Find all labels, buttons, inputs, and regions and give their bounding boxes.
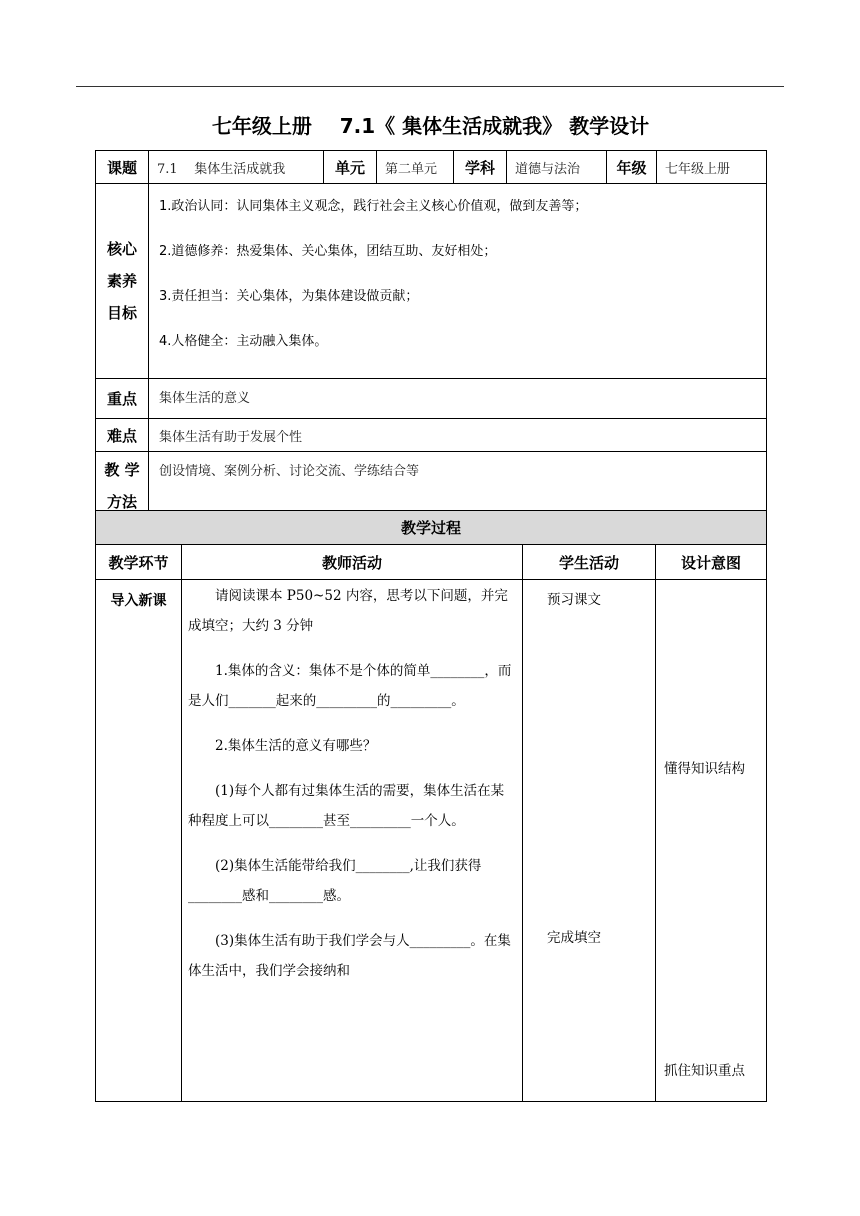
objectives-list <box>149 184 767 379</box>
unit-label: 单元 <box>324 151 377 184</box>
document-title: 七年级上册 7.1《 集体生活成就我》 教学设计 <box>211 114 650 138</box>
student-activity-item: 预习课文 <box>547 592 601 608</box>
topic-label: 课题 <box>96 151 149 184</box>
process-table <box>95 510 767 1102</box>
header-teacher-activity: 教师活动 <box>182 545 523 580</box>
teacher-paragraph: 1.集体的含义：集体不是个体的简单________，而是人们_______起来的_________的_________。 <box>188 663 512 709</box>
process-title: 教学过程 <box>96 511 767 545</box>
teacher-paragraph: (2)集体生活能带给我们________,让我们获得________感和________感。 <box>188 858 482 904</box>
key-point-value: 集体生活的意义 <box>149 379 767 419</box>
subject-label: 学科 <box>454 151 507 184</box>
header-student-activity: 学生活动 <box>523 545 656 580</box>
teacher-paragraph: 请阅读课本 P50~52 内容，思考以下问题，并完成填空；大约 3 分钟 <box>188 588 508 634</box>
header-design-intent: 设计意图 <box>656 545 767 580</box>
teacher-paragraph: (3)集体生活有助于我们学会与人_________。在集体生活中，我们学会接纳和 <box>188 933 511 979</box>
difficulty-label: 难点 <box>96 419 149 452</box>
objectives-label: 核心 素养 目标 <box>96 184 149 379</box>
method-label: 教 学 方法 <box>96 452 149 521</box>
lesson-info-table <box>95 150 767 521</box>
header-rule <box>76 86 784 87</box>
process-title-row <box>96 511 767 545</box>
objectives-row <box>96 184 767 379</box>
teacher-paragraph: 2.集体生活的意义有哪些？ <box>215 738 377 754</box>
design-intent <box>656 580 767 1102</box>
difficulty-value: 集体生活有助于发展个性 <box>149 419 767 452</box>
info-row <box>96 151 767 184</box>
objective-item: 1.政治认同：认同集体主义观念，践行社会主义核心价值观，做到友善等； <box>159 199 588 214</box>
grade-label: 年级 <box>607 151 657 184</box>
key-point-label: 重点 <box>96 379 149 419</box>
unit-value: 第二单元 <box>377 151 454 184</box>
process-header-row <box>96 545 767 580</box>
objective-item: 3.责任担当：关心集体，为集体建设做贡献； <box>159 289 419 304</box>
design-intent-item: 抓住知识重点 <box>664 1063 745 1079</box>
header-stage: 教学环节 <box>96 545 182 580</box>
grade-value: 七年级上册 <box>657 151 767 184</box>
topic-value: 7.1 集体生活成就我 <box>149 151 324 184</box>
teacher-activity <box>182 580 523 1102</box>
objective-item: 2.道德修养：热爱集体、关心集体，团结互助、友好相处； <box>159 244 497 259</box>
objective-item: 4.人格健全：主动融入集体。 <box>159 334 328 349</box>
subject-value: 道德与法治 <box>507 151 607 184</box>
teacher-paragraph: (1)每个人都有过集体生活的需要，集体生活在某种程度上可以________甚至_________一个人。 <box>188 783 505 829</box>
stage-name: 导入新课 <box>96 580 182 1102</box>
student-activity <box>523 580 656 1102</box>
difficulty-row <box>96 419 767 452</box>
student-activity-item: 完成填空 <box>547 930 601 946</box>
key-point-row <box>96 379 767 419</box>
process-row <box>96 580 767 1102</box>
method-value: 创设情境、案例分析、讨论交流、学练结合等 <box>149 452 767 521</box>
design-intent-item: 懂得知识结构 <box>664 761 745 777</box>
